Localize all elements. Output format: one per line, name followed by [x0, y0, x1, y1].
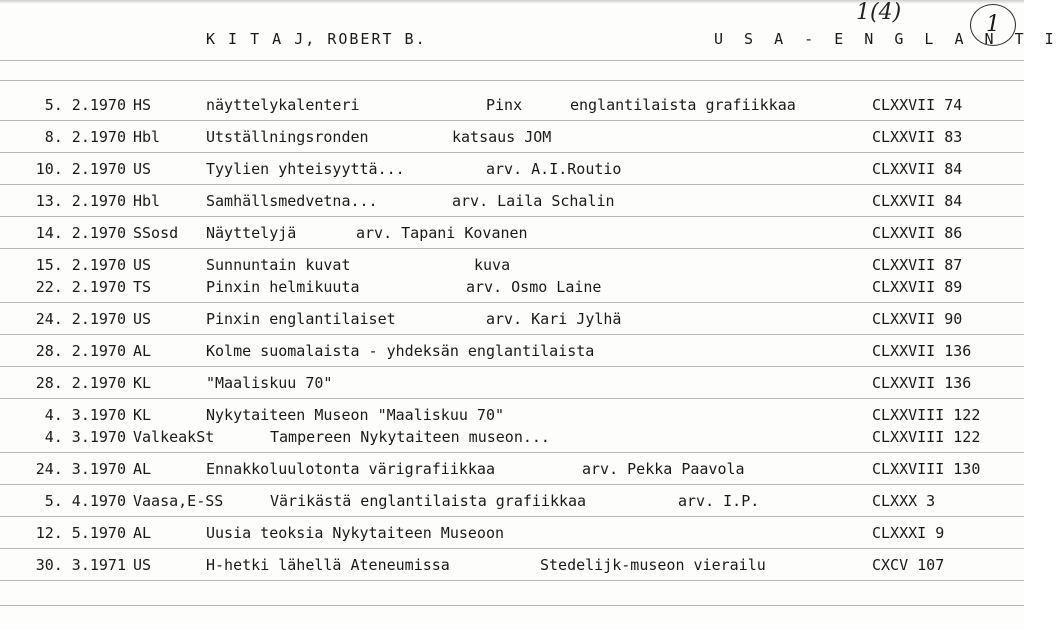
entry-title: Pinxin helmikuuta	[206, 278, 360, 296]
ruled-line	[0, 60, 1024, 61]
entry-reference: CLXXVII 84	[872, 160, 963, 178]
ruled-line	[0, 184, 1024, 185]
entry-note: arv. Osmo Laine	[466, 278, 602, 296]
entry-row	[0, 128, 1024, 152]
entry-subject: englantilaista grafiikkaa	[570, 96, 796, 114]
entry-reference: CLXXVIII 130	[872, 460, 981, 478]
entry-date: 15. 2.1970	[35, 256, 126, 274]
entry-source: ValkeakSt	[133, 428, 215, 446]
ruled-line	[0, 216, 1024, 217]
entry-title: Kolme suomalaista - yhdeksän englantilaista	[206, 342, 595, 360]
entry-row	[0, 374, 1024, 398]
entry-title: Tampereen Nykytaiteen museon...	[270, 428, 550, 446]
entry-note: arv. Kari Jylhä	[486, 310, 622, 328]
entry-reference: CLXXVII 90	[872, 310, 963, 328]
entry-reference: CLXXVII 83	[872, 128, 963, 146]
entry-row	[0, 492, 1024, 516]
entry-note: Stedelijk-museon vierailu	[540, 556, 766, 574]
ruled-line	[0, 302, 1024, 303]
entry-title: Utställningsronden	[206, 128, 369, 146]
entry-reference: CLXXVII 136	[872, 374, 972, 392]
entry-note: arv. Tapani Kovanen	[356, 224, 528, 242]
entry-reference: CLXXX 3	[872, 492, 936, 510]
entry-date: 4. 3.1970	[44, 406, 126, 424]
entry-date: 12. 5.1970	[35, 524, 126, 542]
ruled-line	[0, 452, 1024, 453]
ruled-line	[0, 548, 1024, 549]
entry-note: katsaus JOM	[452, 128, 552, 146]
entry-source: KL	[133, 406, 152, 424]
ruled-line	[0, 80, 1024, 81]
ruled-line	[0, 248, 1024, 249]
entry-date: 28. 2.1970	[35, 342, 126, 360]
entry-note: arv. Laila Schalin	[452, 192, 615, 210]
entry-title: Näyttelyjä	[206, 224, 297, 242]
entry-source: Hbl	[133, 192, 161, 210]
entry-date: 5. 2.1970	[44, 96, 126, 114]
entry-source: US	[133, 160, 152, 178]
entry-row	[0, 96, 1024, 120]
entry-source: US	[133, 256, 152, 274]
entry-date: 8. 2.1970	[44, 128, 126, 146]
entry-reference: CLXXVIII 122	[872, 428, 981, 446]
entry-source: AL	[133, 524, 152, 542]
entry-note: arv. A.I.Routio	[486, 160, 622, 178]
entry-source: TS	[133, 278, 152, 296]
entry-row	[0, 406, 1024, 430]
artist-name: K I T A J, ROBERT B.	[206, 30, 427, 48]
entry-date: 24. 3.1970	[35, 460, 126, 478]
entry-title: Samhällsmedvetna...	[206, 192, 378, 210]
circled-number-text: 1	[986, 12, 1000, 37]
ruled-line	[0, 605, 1024, 606]
entry-row	[0, 556, 1024, 580]
entry-row	[0, 524, 1024, 548]
ruled-line	[0, 366, 1024, 367]
entry-date: 24. 2.1970	[35, 310, 126, 328]
entry-row	[0, 460, 1024, 484]
handwritten-page-number: 1(4)	[856, 0, 902, 25]
entry-row	[0, 256, 1024, 280]
entry-date: 4. 3.1970	[44, 428, 126, 446]
entry-row	[0, 224, 1024, 248]
entry-source: KL	[133, 374, 152, 392]
entry-row	[0, 160, 1024, 184]
entry-source: SSosd	[133, 224, 179, 242]
entry-title: Pinxin englantilaiset	[206, 310, 396, 328]
entry-title: Värikästä englantilaista grafiikkaa	[270, 492, 587, 510]
entry-date: 30. 3.1971	[35, 556, 126, 574]
entry-note: arv. I.P.	[678, 492, 760, 510]
entry-row	[0, 342, 1024, 366]
entry-row	[0, 310, 1024, 334]
entry-reference: CLXXVII 89	[872, 278, 963, 296]
entry-note: Pinx	[486, 96, 523, 114]
entry-title: näyttelykalenteri	[206, 96, 360, 114]
entry-reference: CLXXVII 84	[872, 192, 963, 210]
entry-source: US	[133, 310, 152, 328]
entry-reference: CXCV 107	[872, 556, 945, 574]
entry-date: 5. 4.1970	[44, 492, 126, 510]
entry-title: Uusia teoksia Nykytaiteen Museoon	[206, 524, 505, 542]
entry-date: 13. 2.1970	[35, 192, 126, 210]
entry-title: Sunnuntain kuvat	[206, 256, 351, 274]
entry-reference: CLXXVIII 122	[872, 406, 981, 424]
ruled-line	[0, 152, 1024, 153]
entry-title: Ennakkoluulotonta värigrafiikkaa	[206, 460, 495, 478]
ruled-line	[0, 484, 1024, 485]
entry-note: arv. Pekka Paavola	[582, 460, 745, 478]
entry-source: HS	[133, 96, 152, 114]
entry-date: 28. 2.1970	[35, 374, 126, 392]
entry-note: kuva	[474, 256, 511, 274]
entry-reference: CLXXVII 86	[872, 224, 963, 242]
entry-reference: CLXXXI 9	[872, 524, 945, 542]
entry-row	[0, 192, 1024, 216]
entry-date: 10. 2.1970	[35, 160, 126, 178]
entry-date: 22. 2.1970	[35, 278, 126, 296]
entry-title: Tyylien yhteisyyttä...	[206, 160, 405, 178]
ruled-line	[0, 580, 1024, 581]
entry-source: AL	[133, 460, 152, 478]
entry-reference: CLXXVII 87	[872, 256, 963, 274]
entry-source: US	[133, 556, 152, 574]
ruled-line	[0, 398, 1024, 399]
country-label: U S A - E N G L A N T I	[714, 30, 1060, 48]
entry-title: H-hetki lähellä Ateneumissa	[206, 556, 450, 574]
entry-title: "Maaliskuu 70"	[206, 374, 333, 392]
circled-card-number	[970, 4, 1016, 46]
ruled-line	[0, 516, 1024, 517]
entry-date: 14. 2.1970	[35, 224, 126, 242]
entry-source: Hbl	[133, 128, 161, 146]
entry-title: Nykytaiteen Museon "Maaliskuu 70"	[206, 406, 505, 424]
entry-source: Vaasa,E-SS	[133, 492, 224, 510]
entry-row	[0, 428, 1024, 452]
entry-row	[0, 278, 1024, 302]
ruled-line	[0, 334, 1024, 335]
entry-reference: CLXXVII 136	[872, 342, 972, 360]
ruled-line	[0, 120, 1024, 121]
entry-reference: CLXXVII 74	[872, 96, 963, 114]
entry-source: AL	[133, 342, 152, 360]
